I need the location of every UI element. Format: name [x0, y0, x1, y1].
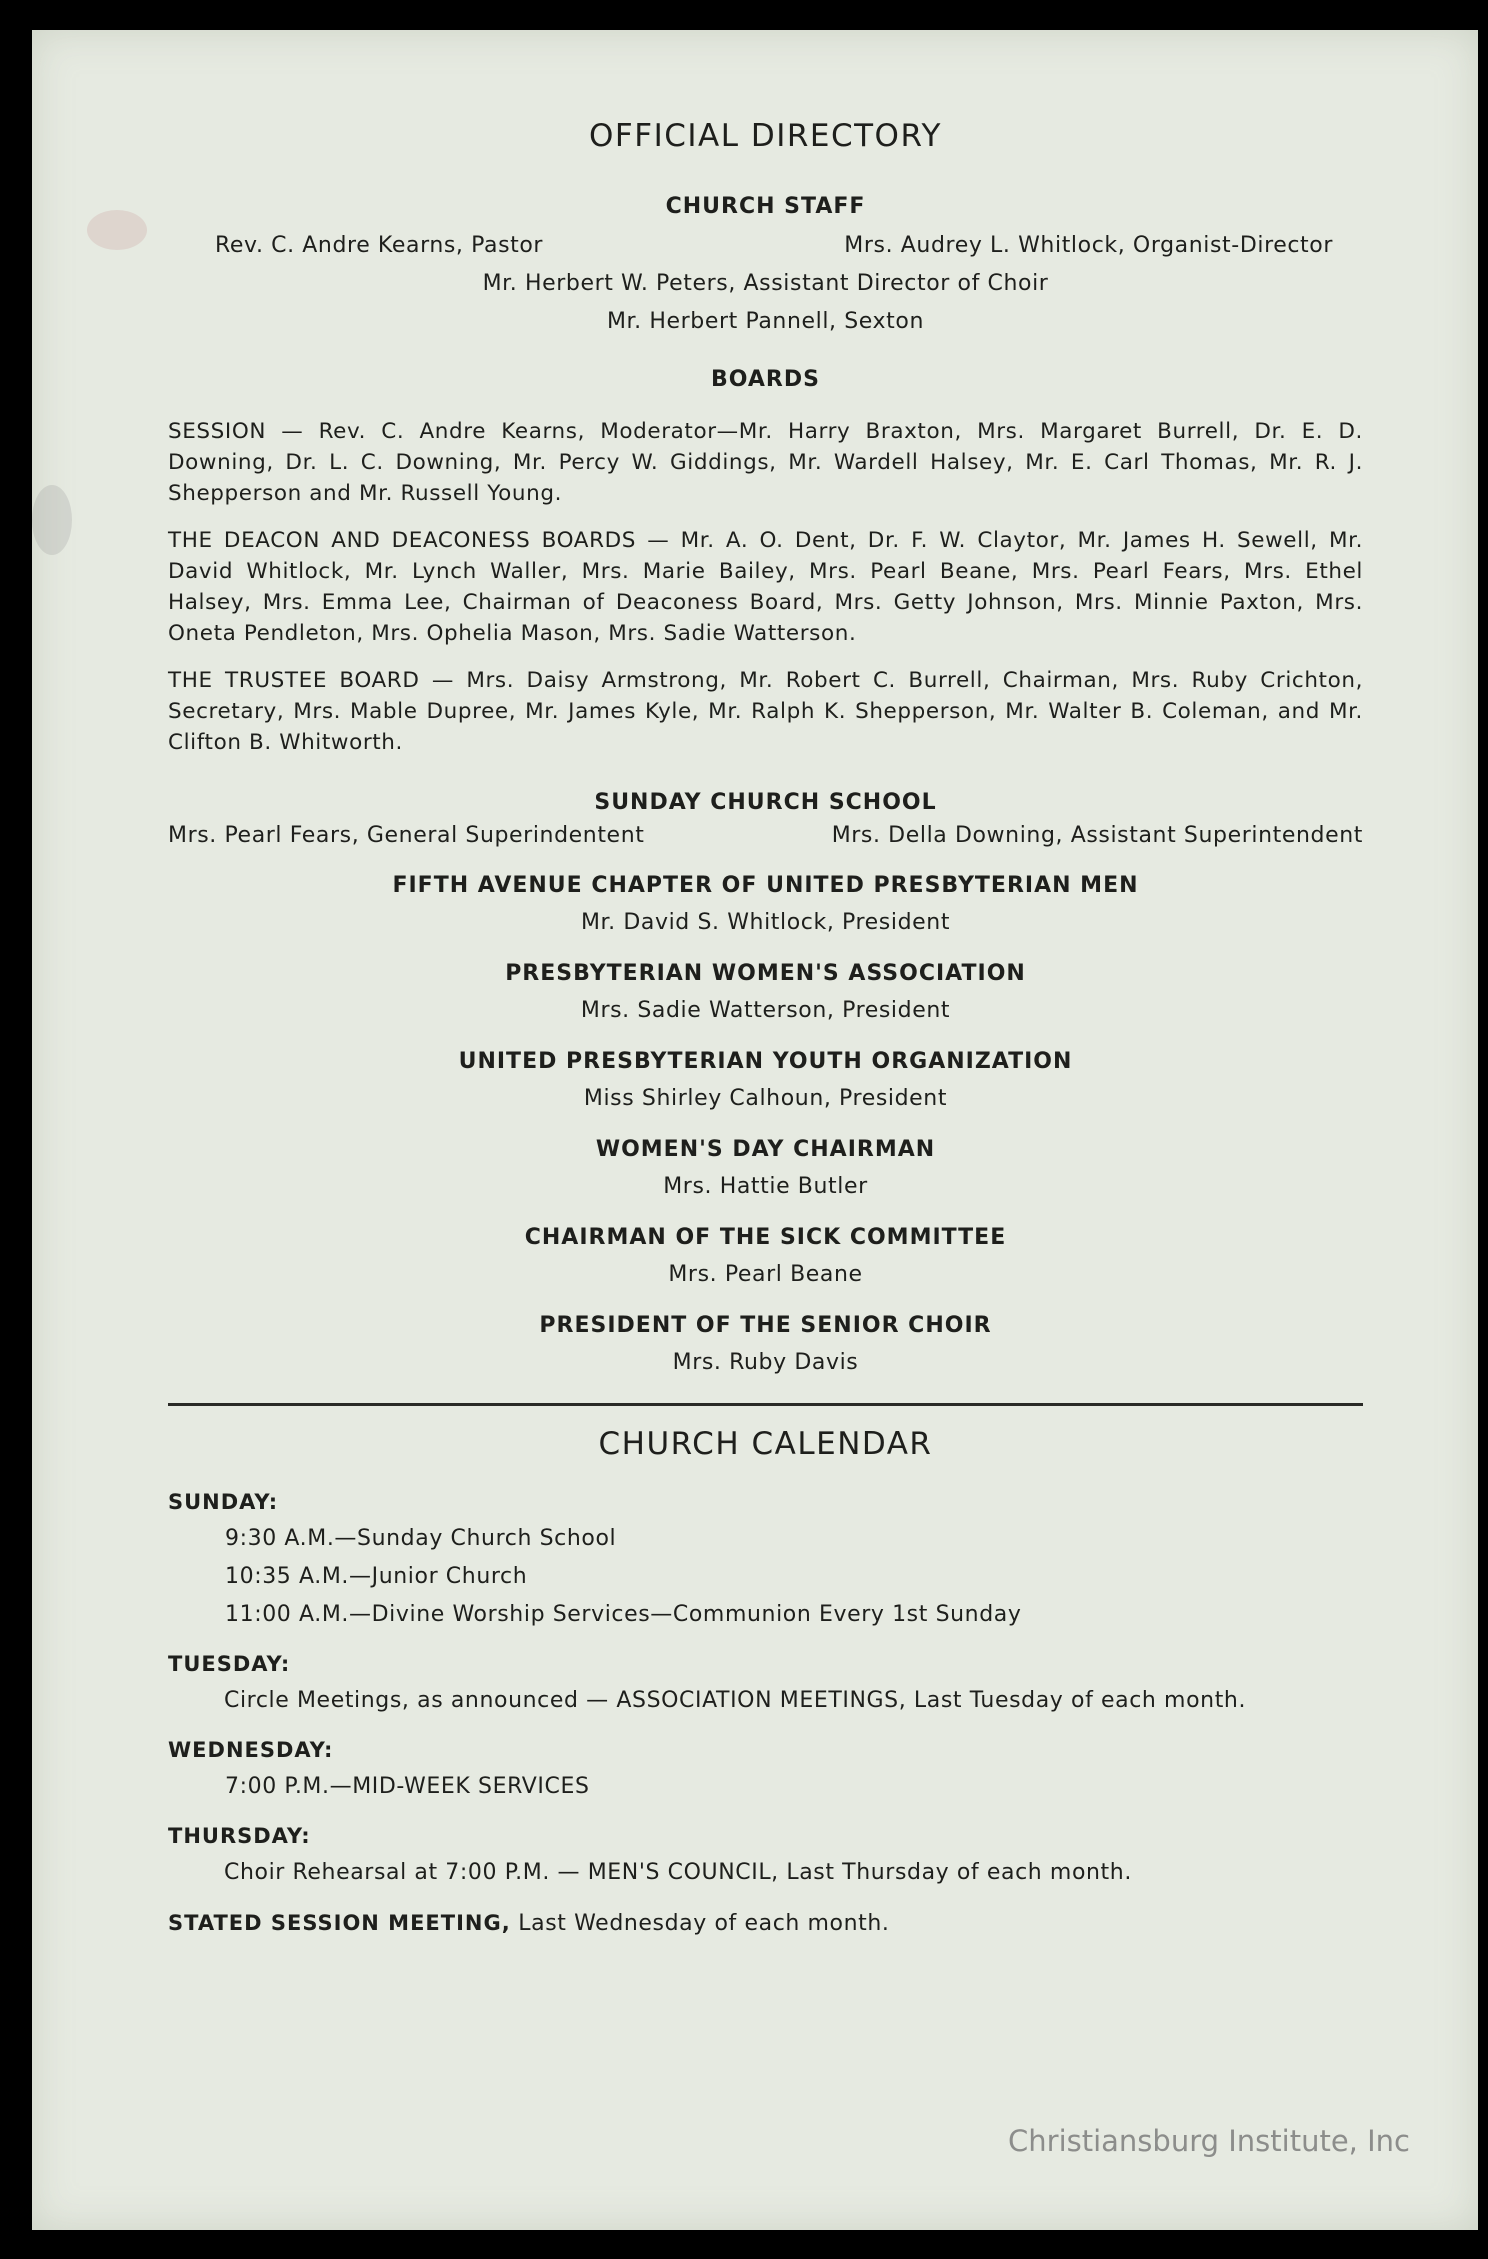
deacon-paragraph: THE DEACON AND DEACONESS BOARDS — Mr. A. O. Dent, Dr. F. W. Claytor, Mr. James H. Sewell, Mr. David Whitlock, Mr. Lynch Waller, Mrs. Marie Bailey, Mrs. Pearl Beane, Mrs. Pearl Fears, Mrs. Ethel Halsey, Mrs. Emma Lee, Chairman of Deaconess Board, Mrs. Getty Johnson, Mrs. Minnie Paxton, Mrs. Oneta Pendleton, Mrs. Ophelia Mason, Mrs. Sadie Watterson. [168, 528, 1363, 646]
organization-heading: PRESIDENT OF THE SENIOR CHOIR [539, 1313, 992, 1338]
organization-heading: UNITED PRESBYTERIAN YOUTH ORGANIZATION [458, 1049, 1073, 1074]
organization-officer: Mrs. Pearl Beane [668, 1262, 863, 1287]
paper-stain [32, 485, 72, 555]
calendar-title: CHURCH CALENDAR [598, 1426, 933, 1462]
pastor-name: Rev. C. Andre Kearns, Pastor [215, 233, 544, 258]
sunday-block [168, 1484, 1363, 1634]
sunday-school-section [168, 790, 1363, 855]
calendar-item: Circle Meetings, as announced — ASSOCIATION MEETINGS, Last Tuesday of each month. [224, 1688, 1247, 1713]
organization-item [168, 1043, 1363, 1117]
organization-item [168, 955, 1363, 1029]
staff-row [168, 227, 1363, 265]
organization-officer: Mrs. Ruby Davis [672, 1350, 859, 1375]
assistant-superintendent: Mrs. Della Downing, Assistant Superintendent [831, 823, 1363, 848]
organization-heading: FIFTH AVENUE CHAPTER OF UNITED PRESBYTERIAN MEN [392, 873, 1139, 898]
church-staff-section [168, 194, 1363, 341]
document-content [168, 118, 1363, 1943]
paper-stain [87, 210, 147, 250]
organization-item [168, 867, 1363, 941]
stated-session-line [168, 1904, 1363, 1943]
trustee-paragraph: THE TRUSTEE BOARD — Mrs. Daisy Armstrong, Mr. Robert C. Burrell, Chairman, Mrs. Ruby Crichton, Secretary, Mrs. Mable Dupree, Mr. James Kyle, Mr. Ralph K. Shepperson, Mr. Walter B. Coleman, and Mr. Clifton B. Whitworth. [168, 668, 1363, 755]
organization-heading: CHAIRMAN OF THE SICK COMMITTEE [524, 1225, 1007, 1250]
wednesday-block [168, 1732, 1363, 1806]
stated-session-text: Last Wednesday of each month. [518, 1911, 890, 1936]
sunday-school-row [168, 817, 1363, 855]
boards-section [168, 367, 1363, 758]
assistant-director-name: Mr. Herbert W. Peters, Assistant Director of Choir [482, 271, 1049, 296]
organization-item [168, 1131, 1363, 1205]
session-paragraph: SESSION — Rev. C. Andre Kearns, Moderator—Mr. Harry Braxton, Mrs. Margaret Burrell, Dr. E. D. Downing, Dr. L. C. Downing, Mr. Percy W. Giddings, Mr. Wardell Halsey, Mr. E. Carl Thomas, Mr. R. J. Shepperson and Mr. Russell Young. [168, 419, 1363, 506]
organization-item [168, 1219, 1363, 1293]
organization-officer: Miss Shirley Calhoun, President [583, 1086, 948, 1111]
watermark: Christiansburg Institute, Inc [1008, 2124, 1410, 2158]
organist-name: Mrs. Audrey L. Whitlock, Organist-Director [844, 233, 1333, 258]
sexton-name: Mr. Herbert Pannell, Sexton [606, 309, 925, 334]
thursday-label: THURSDAY: [168, 1824, 311, 1848]
organizations-section [168, 867, 1363, 1381]
thursday-block [168, 1818, 1363, 1892]
boards-heading: BOARDS [711, 367, 820, 392]
calendar-item: 10:35 A.M.—Junior Church [225, 1564, 528, 1589]
organization-heading: WOMEN'S DAY CHAIRMAN [595, 1137, 936, 1162]
calendar-item: Choir Rehearsal at 7:00 P.M. — MEN'S COUNCIL, Last Thursday of each month. [224, 1860, 1132, 1885]
calendar-item: 11:00 A.M.—Divine Worship Services—Communion Every 1st Sunday [225, 1602, 1022, 1627]
document-page [32, 30, 1478, 2230]
organization-officer: Mrs. Hattie Butler [663, 1174, 868, 1199]
tuesday-block [168, 1646, 1363, 1720]
wednesday-label: WEDNESDAY: [168, 1738, 334, 1762]
general-superintendent: Mrs. Pearl Fears, General Superindentent [168, 823, 645, 848]
sunday-school-heading: SUNDAY CHURCH SCHOOL [594, 790, 937, 815]
organization-officer: Mrs. Sadie Watterson, President [580, 998, 951, 1023]
sunday-label: SUNDAY: [168, 1490, 279, 1514]
calendar-item: 7:00 P.M.—MID-WEEK SERVICES [225, 1774, 590, 1799]
page-title: OFFICIAL DIRECTORY [589, 118, 942, 154]
section-divider [168, 1403, 1363, 1406]
tuesday-label: TUESDAY: [168, 1652, 291, 1676]
calendar-item: 9:30 A.M.—Sunday Church School [225, 1526, 617, 1551]
organization-heading: PRESBYTERIAN WOMEN'S ASSOCIATION [505, 961, 1026, 986]
organization-officer: Mr. David S. Whitlock, President [580, 910, 951, 935]
stated-session-label: STATED SESSION MEETING, [168, 1911, 511, 1935]
organization-item [168, 1307, 1363, 1381]
church-staff-heading: CHURCH STAFF [665, 194, 866, 219]
church-calendar-section [168, 1426, 1363, 1943]
